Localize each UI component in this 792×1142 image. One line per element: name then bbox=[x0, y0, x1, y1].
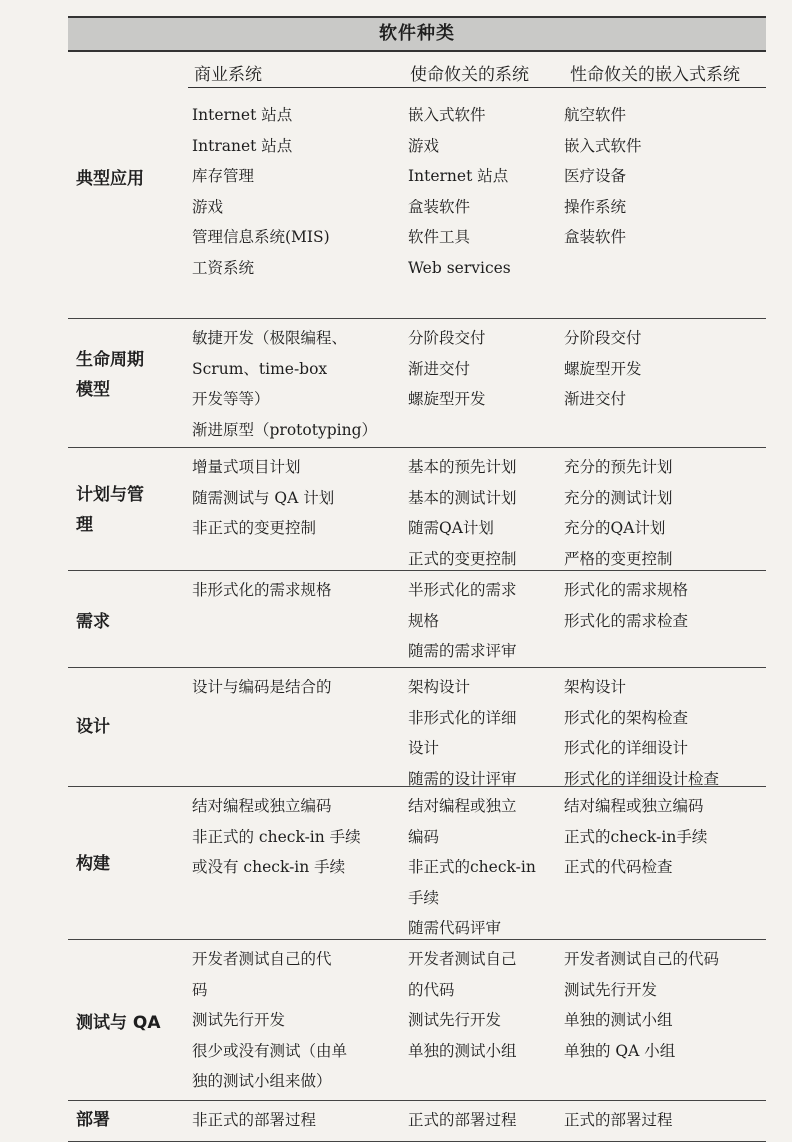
cell-line: 操作系统 bbox=[564, 197, 627, 216]
cell-line: 敏捷开发（极限编程、 bbox=[192, 329, 348, 347]
cell-line: 正式的部署过程 bbox=[408, 1111, 517, 1129]
cell-c3 bbox=[564, 575, 688, 636]
cell-c1 bbox=[192, 323, 377, 445]
cell-line: 随需测试与 QA 计划 bbox=[192, 488, 335, 507]
row-label bbox=[76, 849, 186, 879]
cell-c1 bbox=[192, 575, 332, 606]
cell-c3 bbox=[564, 452, 673, 574]
table-row-construction bbox=[68, 787, 766, 940]
cell-line: 单独的测试小组 bbox=[564, 1011, 673, 1029]
cell-line: 结对编程或独立编码 bbox=[564, 797, 704, 815]
cell-line: 基本的预先计划 bbox=[408, 458, 517, 476]
table-row-deployment bbox=[68, 1101, 766, 1142]
cell-line: 软件工具 bbox=[408, 228, 471, 246]
cell-line: 分阶段交付 bbox=[564, 329, 642, 347]
column-header-mission-critical: 使命攸关的系统 bbox=[410, 65, 529, 85]
cell-line: 基本的测试计划 bbox=[408, 488, 517, 507]
row-label-line: 部署 bbox=[76, 1110, 110, 1130]
cell-line: 测试先行开发 bbox=[408, 1011, 502, 1029]
cell-line: 形式化的需求检查 bbox=[564, 611, 689, 630]
row-label bbox=[76, 607, 186, 637]
cell-line: 随需QA计划 bbox=[408, 519, 494, 537]
cell-line: 形式化的详细设计检查 bbox=[564, 769, 720, 788]
cell-line: 设计与编码是结合的 bbox=[192, 678, 332, 696]
cell-line: 严格的变更控制 bbox=[564, 549, 673, 568]
row-label bbox=[76, 712, 186, 742]
table-row-testing-qa bbox=[68, 940, 766, 1101]
cell-line: 盒装软件 bbox=[564, 228, 627, 246]
cell-line: Intranet 站点 bbox=[192, 136, 293, 155]
cell-c3 bbox=[564, 323, 642, 415]
cell-line: 游戏 bbox=[408, 136, 440, 155]
cell-line: 分阶段交付 bbox=[408, 329, 486, 347]
cell-line: 单独的 QA 小组 bbox=[564, 1041, 676, 1060]
cell-line: 的代码 bbox=[408, 980, 455, 999]
column-header-embedded-life-critical: 性命攸关的嵌入式系统 bbox=[570, 65, 740, 85]
cell-line: 正式的变更控制 bbox=[408, 549, 517, 568]
column-header-business: 商业系统 bbox=[194, 65, 262, 85]
cell-line: 非正式的变更控制 bbox=[192, 519, 317, 537]
cell-line: 或没有 check-in 手续 bbox=[192, 858, 346, 876]
cell-line: Web services bbox=[408, 258, 511, 277]
cell-c3 bbox=[564, 100, 642, 253]
cell-c1 bbox=[192, 452, 334, 544]
cell-c3 bbox=[564, 944, 719, 1066]
column-header-row bbox=[68, 52, 766, 96]
cell-line: 架构设计 bbox=[564, 678, 627, 696]
header-rule bbox=[188, 87, 766, 88]
row-label bbox=[76, 345, 186, 405]
cell-line: 设计 bbox=[408, 739, 440, 757]
cell-c2 bbox=[408, 672, 517, 794]
cell-line: 渐进原型（prototyping） bbox=[192, 420, 377, 439]
row-label-line: 需求 bbox=[76, 612, 110, 632]
cell-line: 非正式的 check-in 手续 bbox=[192, 827, 361, 846]
row-label-line: 理 bbox=[76, 515, 93, 535]
row-label-line: 设计 bbox=[76, 717, 110, 737]
cell-line: 开发等等） bbox=[192, 390, 270, 408]
row-label-line: 生命周期 bbox=[76, 350, 144, 370]
table-row-typical-apps bbox=[68, 96, 766, 319]
cell-line: Internet 站点 bbox=[408, 167, 509, 185]
cell-line: 很少或没有测试（由单 bbox=[192, 1041, 348, 1060]
cell-line: 随需代码评审 bbox=[408, 919, 502, 937]
cell-c1 bbox=[192, 100, 330, 283]
cell-line: 形式化的需求规格 bbox=[564, 581, 689, 599]
cell-line: 螺旋型开发 bbox=[408, 390, 486, 408]
row-label-line: 模型 bbox=[76, 380, 110, 400]
cell-line: 测试先行开发 bbox=[192, 1011, 286, 1029]
cell-line: 架构设计 bbox=[408, 678, 471, 696]
cell-line: 随需的需求评审 bbox=[408, 642, 517, 660]
cell-line: 工资系统 bbox=[192, 258, 255, 277]
cell-line: 库存管理 bbox=[192, 167, 255, 185]
table-row-design bbox=[68, 668, 766, 787]
cell-line: 盒装软件 bbox=[408, 197, 471, 216]
software-types-table bbox=[68, 16, 766, 1142]
cell-line: 正式的check-in手续 bbox=[564, 827, 708, 846]
cell-line: 开发者测试自己的代 bbox=[192, 950, 332, 968]
row-label bbox=[76, 480, 186, 540]
cell-line: 嵌入式软件 bbox=[564, 136, 642, 155]
cell-line: Internet 站点 bbox=[192, 106, 293, 124]
cell-line: 非正式的check-in bbox=[408, 858, 536, 876]
cell-line: 渐进交付 bbox=[408, 359, 471, 378]
cell-line: 规格 bbox=[408, 611, 440, 630]
cell-line: 半形式化的需求 bbox=[408, 581, 517, 599]
cell-line: 码 bbox=[192, 980, 208, 999]
table-body bbox=[68, 96, 766, 1142]
cell-line: 充分的预先计划 bbox=[564, 458, 673, 476]
cell-line: 单独的测试小组 bbox=[408, 1041, 517, 1060]
cell-line: 独的测试小组来做） bbox=[192, 1072, 332, 1090]
cell-c1 bbox=[192, 672, 332, 703]
cell-c2 bbox=[408, 100, 511, 283]
cell-line: 充分的QA计划 bbox=[564, 519, 666, 537]
cell-c3 bbox=[564, 791, 707, 883]
cell-line: 结对编程或独立 bbox=[408, 797, 517, 815]
cell-line: Scrum、time-box bbox=[192, 359, 328, 378]
table-row-lifecycle bbox=[68, 319, 766, 448]
cell-line: 手续 bbox=[408, 888, 440, 907]
cell-line: 增量式项目计划 bbox=[192, 458, 301, 476]
table-title-bar bbox=[68, 16, 766, 52]
cell-c2 bbox=[408, 575, 517, 667]
cell-line: 渐进交付 bbox=[564, 390, 627, 408]
cell-line: 游戏 bbox=[192, 197, 224, 216]
cell-line: 编码 bbox=[408, 827, 440, 846]
cell-c1 bbox=[192, 1105, 316, 1136]
cell-line: 测试先行开发 bbox=[564, 980, 658, 999]
table-row-requirements bbox=[68, 571, 766, 668]
cell-line: 非正式的部署过程 bbox=[192, 1111, 317, 1129]
cell-line: 充分的测试计划 bbox=[564, 488, 673, 507]
row-label-line: 构建 bbox=[76, 854, 110, 874]
row-label bbox=[76, 1008, 186, 1038]
cell-line: 航空软件 bbox=[564, 106, 627, 124]
cell-line: 医疗设备 bbox=[564, 167, 627, 185]
cell-c2 bbox=[408, 791, 536, 944]
row-label-line: 测试与 QA bbox=[76, 1013, 161, 1033]
row-label bbox=[76, 164, 186, 194]
cell-line: 非形式化的需求规格 bbox=[192, 581, 332, 599]
cell-c2 bbox=[408, 452, 517, 574]
table-title: 软件种类 bbox=[379, 23, 455, 44]
row-label-line: 典型应用 bbox=[76, 169, 144, 189]
cell-line: 螺旋型开发 bbox=[564, 359, 642, 378]
cell-line: 正式的代码检查 bbox=[564, 858, 673, 876]
cell-c2 bbox=[408, 1105, 517, 1136]
cell-line: 正式的部署过程 bbox=[564, 1111, 673, 1129]
cell-c2 bbox=[408, 323, 486, 415]
cell-c1 bbox=[192, 791, 361, 883]
row-label bbox=[76, 1105, 186, 1135]
cell-line: 非形式化的详细 bbox=[408, 708, 517, 727]
cell-line: 形式化的架构检查 bbox=[564, 708, 689, 727]
cell-c2 bbox=[408, 944, 517, 1066]
cell-c1 bbox=[192, 944, 347, 1097]
cell-line: 管理信息系统(MIS) bbox=[192, 228, 330, 246]
cell-line: 结对编程或独立编码 bbox=[192, 797, 332, 815]
cell-line: 嵌入式软件 bbox=[408, 106, 486, 124]
cell-c3 bbox=[564, 1105, 673, 1136]
cell-line: 随需的设计评审 bbox=[408, 769, 517, 788]
table-row-planning bbox=[68, 448, 766, 571]
cell-line: 开发者测试自己的代码 bbox=[564, 950, 720, 968]
cell-line: 开发者测试自己 bbox=[408, 950, 517, 968]
row-label-line: 计划与管 bbox=[76, 485, 144, 505]
cell-c3 bbox=[564, 672, 719, 794]
cell-line: 形式化的详细设计 bbox=[564, 739, 689, 757]
